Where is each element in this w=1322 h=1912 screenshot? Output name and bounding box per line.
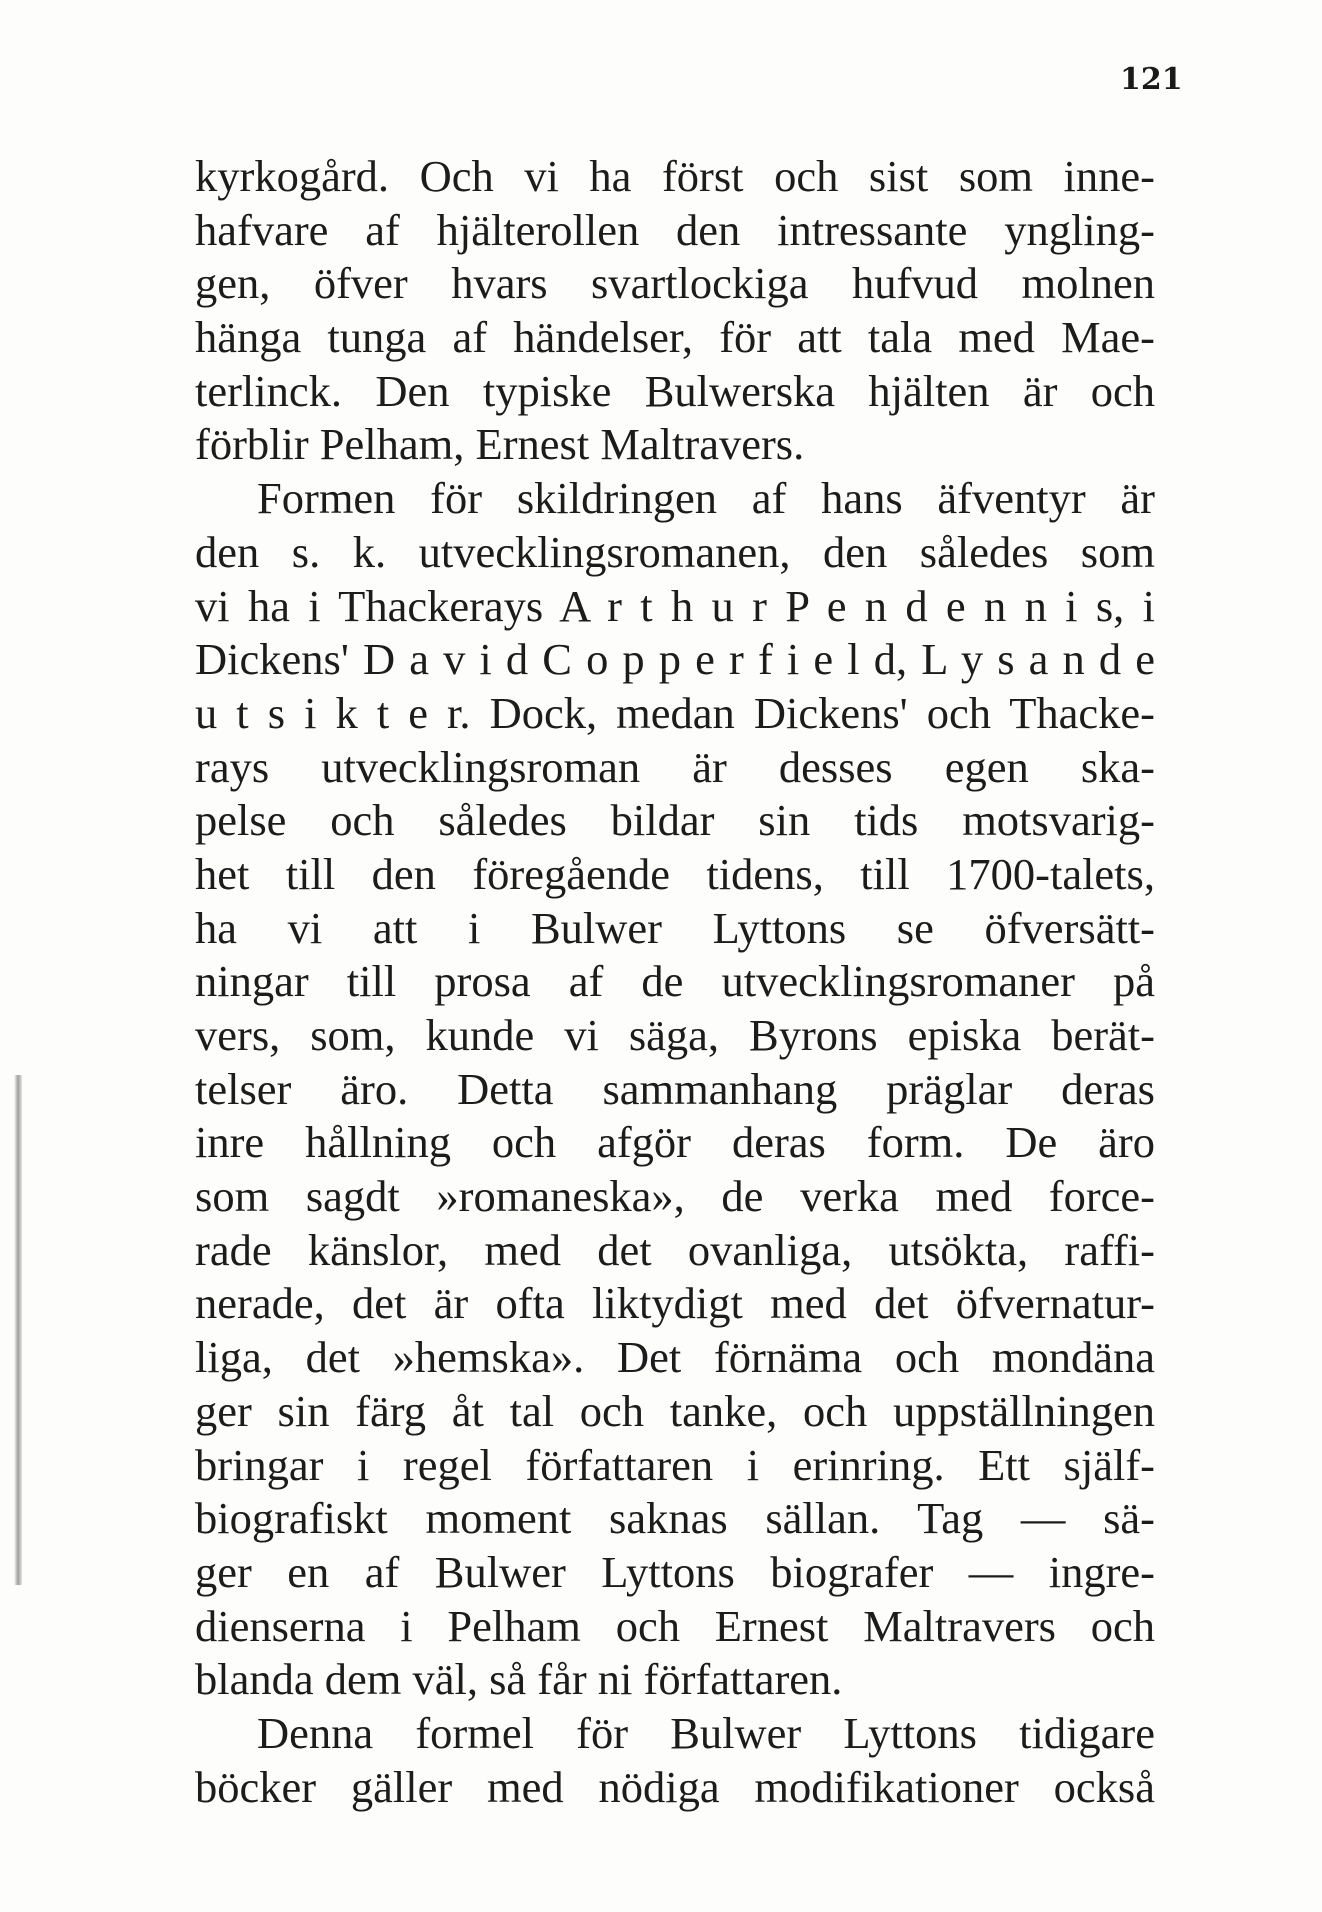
text-line: hänga tunga af händelser, för att tala med Mae- — [195, 312, 1155, 363]
text-line: bringar i regel författaren i erinring. Ett själf- — [195, 1439, 1155, 1490]
text-line: pelse och således bildar sin tids motsvarig- — [195, 795, 1155, 846]
text-line: vi ha i Thackerays A r t h u r P e n d e n n i s, i — [195, 580, 1155, 631]
text-line: som sagdt »romaneska», de verka med force- — [195, 1171, 1155, 1222]
text-line: nerade, det är ofta liktydigt med det öfvernatur- — [195, 1278, 1155, 1329]
text-line: ha vi att i Bulwer Lyttons se öfversätt- — [195, 902, 1155, 953]
text-line: gen, öfver hvars svartlockiga hufvud molnen — [195, 258, 1155, 309]
text-line: liga, det »hemska». Det förnäma och mondäna — [195, 1332, 1155, 1383]
page-number: 121 — [1120, 62, 1183, 97]
text-line: rade känslor, med det ovanliga, utsökta, raffi- — [195, 1224, 1155, 1275]
text-line: hafvare af hjälterollen den intressante yngling- — [195, 204, 1155, 255]
text-line: terlinck. Den typiske Bulwerska hjälten är och — [195, 365, 1155, 416]
text-line: förblir Pelham, Ernest Maltravers. — [195, 419, 805, 470]
text-line: Denna formel för Bulwer Lyttons tidigare — [257, 1707, 1155, 1758]
text-line: böcker gäller med nödiga modifikationer också — [195, 1761, 1155, 1812]
text-line: kyrkogård. Och vi ha först och sist som inne- — [195, 151, 1155, 201]
text-line: u t s i k t e r. Dock, medan Dickens' och Thacke- — [195, 687, 1155, 738]
text-line: biografiskt moment saknas sällan. Tag — sä- — [195, 1493, 1155, 1544]
text-line: Dickens' D a v i d C o p p e r f i e l d, L y s a n d e — [195, 634, 1155, 685]
text-line: telser äro. Detta sammanhang präglar deras — [195, 1063, 1155, 1114]
text-line: inre hållning och afgör deras form. De äro — [195, 1117, 1155, 1168]
text-line: den s. k. utvecklingsromanen, den således som — [195, 526, 1155, 577]
text-line: ningar till prosa af de utvecklingsromaner på — [195, 956, 1155, 1007]
text-line: ger en af Bulwer Lyttons biografer — ingre- — [195, 1546, 1155, 1597]
text-line: Formen för skildringen af hans äfventyr är — [257, 473, 1155, 524]
page-binding-edge — [14, 1075, 22, 1585]
text-line: het till den föregående tidens, till 1700-talets, — [195, 848, 1155, 899]
body-text — [195, 150, 1155, 1814]
text-line: blanda dem väl, så får ni författaren. — [195, 1654, 843, 1705]
text-line: ger sin färg åt tal och tanke, och uppställningen — [195, 1385, 1155, 1436]
text-line: rays utvecklingsroman är desses egen ska- — [195, 741, 1155, 792]
text-line: vers, som, kunde vi säga, Byrons episka berät- — [195, 1010, 1155, 1060]
text-line: dienserna i Pelham och Ernest Maltravers och — [195, 1600, 1155, 1651]
